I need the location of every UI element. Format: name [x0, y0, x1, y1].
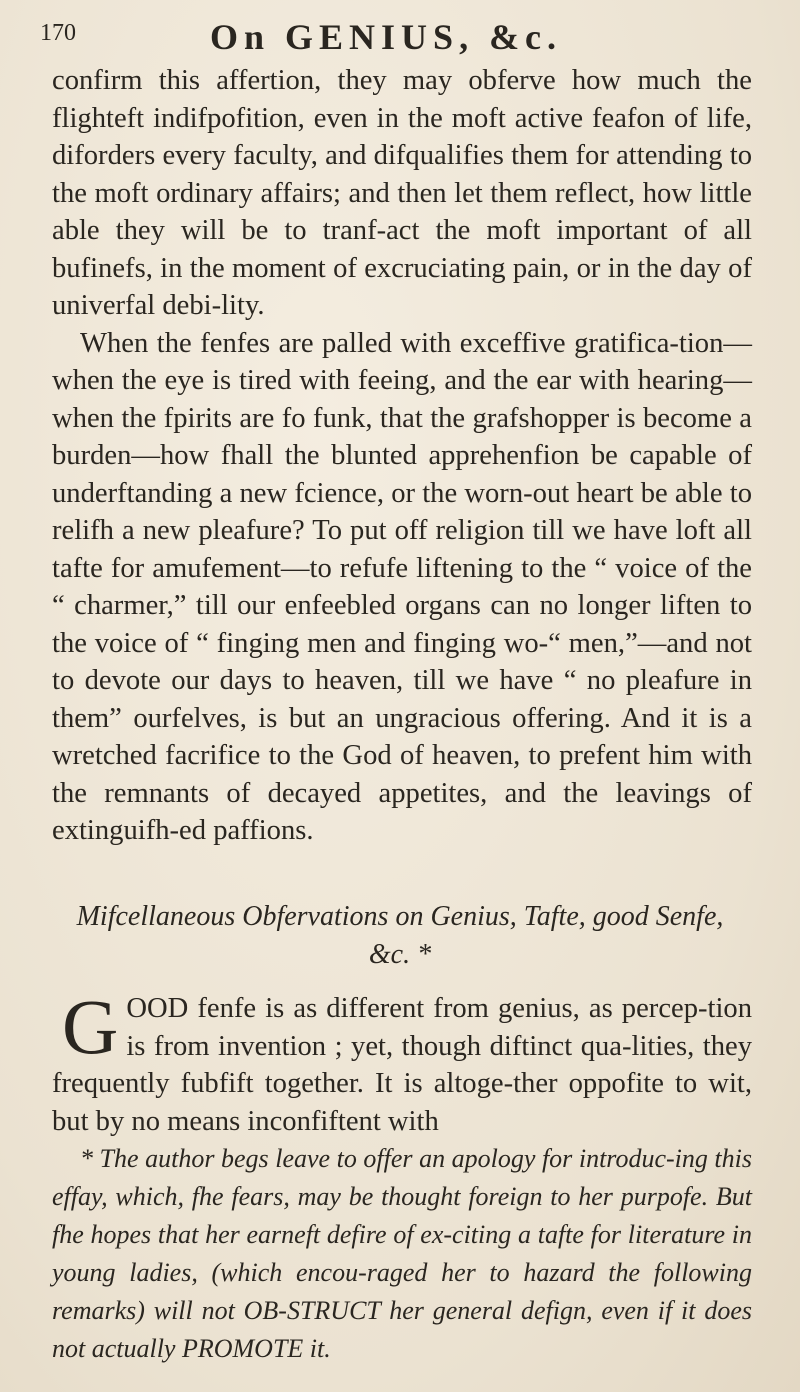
footnote: [52, 1140, 752, 1368]
page-number: 170: [40, 20, 76, 46]
section-text: [52, 983, 752, 1140]
page-header: [40, 12, 760, 58]
section-paragraph: OOD fenfe is as different from genius, as percep-tion is from invention ; yet, though diftinct qua-lities, they frequently fubfift together. It is altoge-ther oppofite to wit, but by no means inconfiftent with: [52, 993, 752, 1137]
section-title: Mifcellaneous Obfervations on Genius, Tafte, good Senfe, &c. *: [76, 901, 724, 970]
paragraph: When the fenfes are palled with exceffive gratifica-tion—when the eye is tired with feeing, and the ear with hearing—when the fpirits are fo funk, that the grafshopper is become a burden—how fhall the blunted apprehenfion be capable of underftanding a new fcience, or the worn-out heart be able to relifh a new pleafure? To put off religion till we have loft all tafte for amufement—to refufe liftening to the “ voice of the “ charmer,” till our enfeebled organs can no longer liften to the voice of “ finging men and finging wo-“ men,”—and not to devote our days to heaven, till we have “ no pleafure in them” ourfelves, is but an ungracious offering. And it is a wretched facrifice to the God of heaven, to prefent him with the remnants of decayed appetites, and the leavings of extinguifh-ed paffions.: [52, 327, 752, 846]
footnote-text: * The author begs leave to offer an apology for introduc-ing this effay, which, fhe fears, may be thought foreign to her purpofe. But fhe hopes that her earneft defire of ex-citing a tafte for literature in young ladies, (which encou-raged her to hazard the following remarks) will not OB-STRUCT her general defign, even if it does not actually PROMOTE it.: [52, 1144, 752, 1363]
drop-cap: G: [62, 983, 119, 1070]
running-head: On GENIUS, &c.: [210, 17, 563, 57]
body-text: [52, 62, 752, 850]
paragraph: confirm this affertion, they may obferve how much the flighteft indifpofition, even in the moft active feafon of life, diforders every faculty, and difqualifies them for attending to the moft ordinary affairs; and then let them reflect, how little able they will be to tranf-act the moft important of all bufinefs, in the moment of excruciating pain, or in the day of univerfal debi-lity.: [52, 65, 752, 321]
